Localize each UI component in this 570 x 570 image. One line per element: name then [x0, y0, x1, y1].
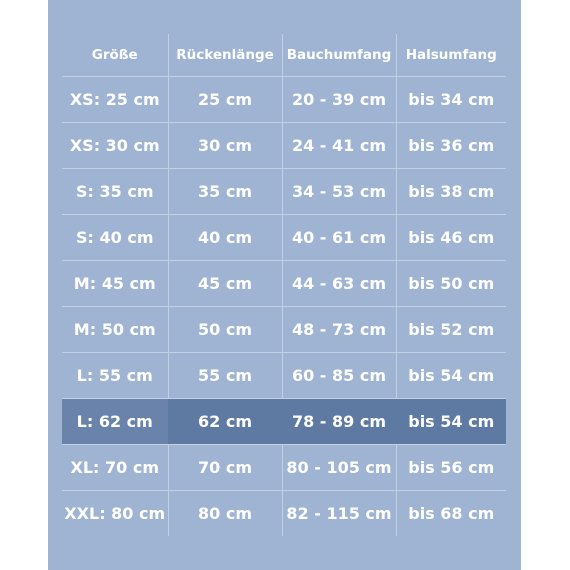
cell-size: XS: 30 cm [62, 123, 168, 169]
cell-neck-girth: bis 36 cm [396, 123, 506, 169]
table-row-highlighted [62, 399, 506, 445]
cell-neck-girth: bis 54 cm [396, 399, 506, 445]
cell-belly-girth: 40 - 61 cm [282, 215, 396, 261]
cell-size: S: 35 cm [62, 169, 168, 215]
header-row [62, 34, 506, 77]
cell-size: S: 40 cm [62, 215, 168, 261]
table-row [62, 215, 506, 261]
cell-back-length: 80 cm [168, 491, 282, 537]
cell-back-length: 55 cm [168, 353, 282, 399]
cell-belly-girth: 34 - 53 cm [282, 169, 396, 215]
cell-size: XS: 25 cm [62, 77, 168, 123]
header-neck-girth: Halsumfang [396, 34, 506, 77]
table-row [62, 307, 506, 353]
cell-belly-girth: 48 - 73 cm [282, 307, 396, 353]
cell-belly-girth: 80 - 105 cm [282, 445, 396, 491]
cell-back-length: 62 cm [168, 399, 282, 445]
cell-neck-girth: bis 38 cm [396, 169, 506, 215]
cell-neck-girth: bis 46 cm [396, 215, 506, 261]
cell-back-length: 35 cm [168, 169, 282, 215]
table-row [62, 353, 506, 399]
table-row [62, 261, 506, 307]
cell-size: M: 45 cm [62, 261, 168, 307]
cell-back-length: 50 cm [168, 307, 282, 353]
cell-back-length: 45 cm [168, 261, 282, 307]
size-table [62, 34, 506, 536]
cell-belly-girth: 20 - 39 cm [282, 77, 396, 123]
cell-neck-girth: bis 54 cm [396, 353, 506, 399]
cell-neck-girth: bis 34 cm [396, 77, 506, 123]
cell-back-length: 30 cm [168, 123, 282, 169]
cell-belly-girth: 78 - 89 cm [282, 399, 396, 445]
cell-neck-girth: bis 68 cm [396, 491, 506, 537]
cell-belly-girth: 82 - 115 cm [282, 491, 396, 537]
cell-back-length: 70 cm [168, 445, 282, 491]
cell-size: L: 62 cm [62, 399, 168, 445]
cell-belly-girth: 60 - 85 cm [282, 353, 396, 399]
header-back-length: Rückenlänge [168, 34, 282, 77]
table-row [62, 491, 506, 537]
header-belly-girth: Bauchumfang [282, 34, 396, 77]
cell-size: XXL: 80 cm [64, 504, 166, 523]
header-size: Größe [62, 34, 168, 77]
cell-belly-girth: 44 - 63 cm [282, 261, 396, 307]
cell-size: L: 55 cm [62, 353, 168, 399]
table-row [62, 77, 506, 123]
cell-neck-girth: bis 52 cm [396, 307, 506, 353]
table-row [62, 445, 506, 491]
cell-neck-girth: bis 50 cm [396, 261, 506, 307]
cell-neck-girth: bis 56 cm [396, 445, 506, 491]
cell-belly-girth: 24 - 41 cm [282, 123, 396, 169]
cell-back-length: 25 cm [168, 77, 282, 123]
cell-size: M: 50 cm [62, 307, 168, 353]
table-row [62, 169, 506, 215]
table-row [62, 123, 506, 169]
cell-back-length: 40 cm [168, 215, 282, 261]
cell-size: XL: 70 cm [62, 445, 168, 491]
size-chart-panel [48, 0, 521, 570]
